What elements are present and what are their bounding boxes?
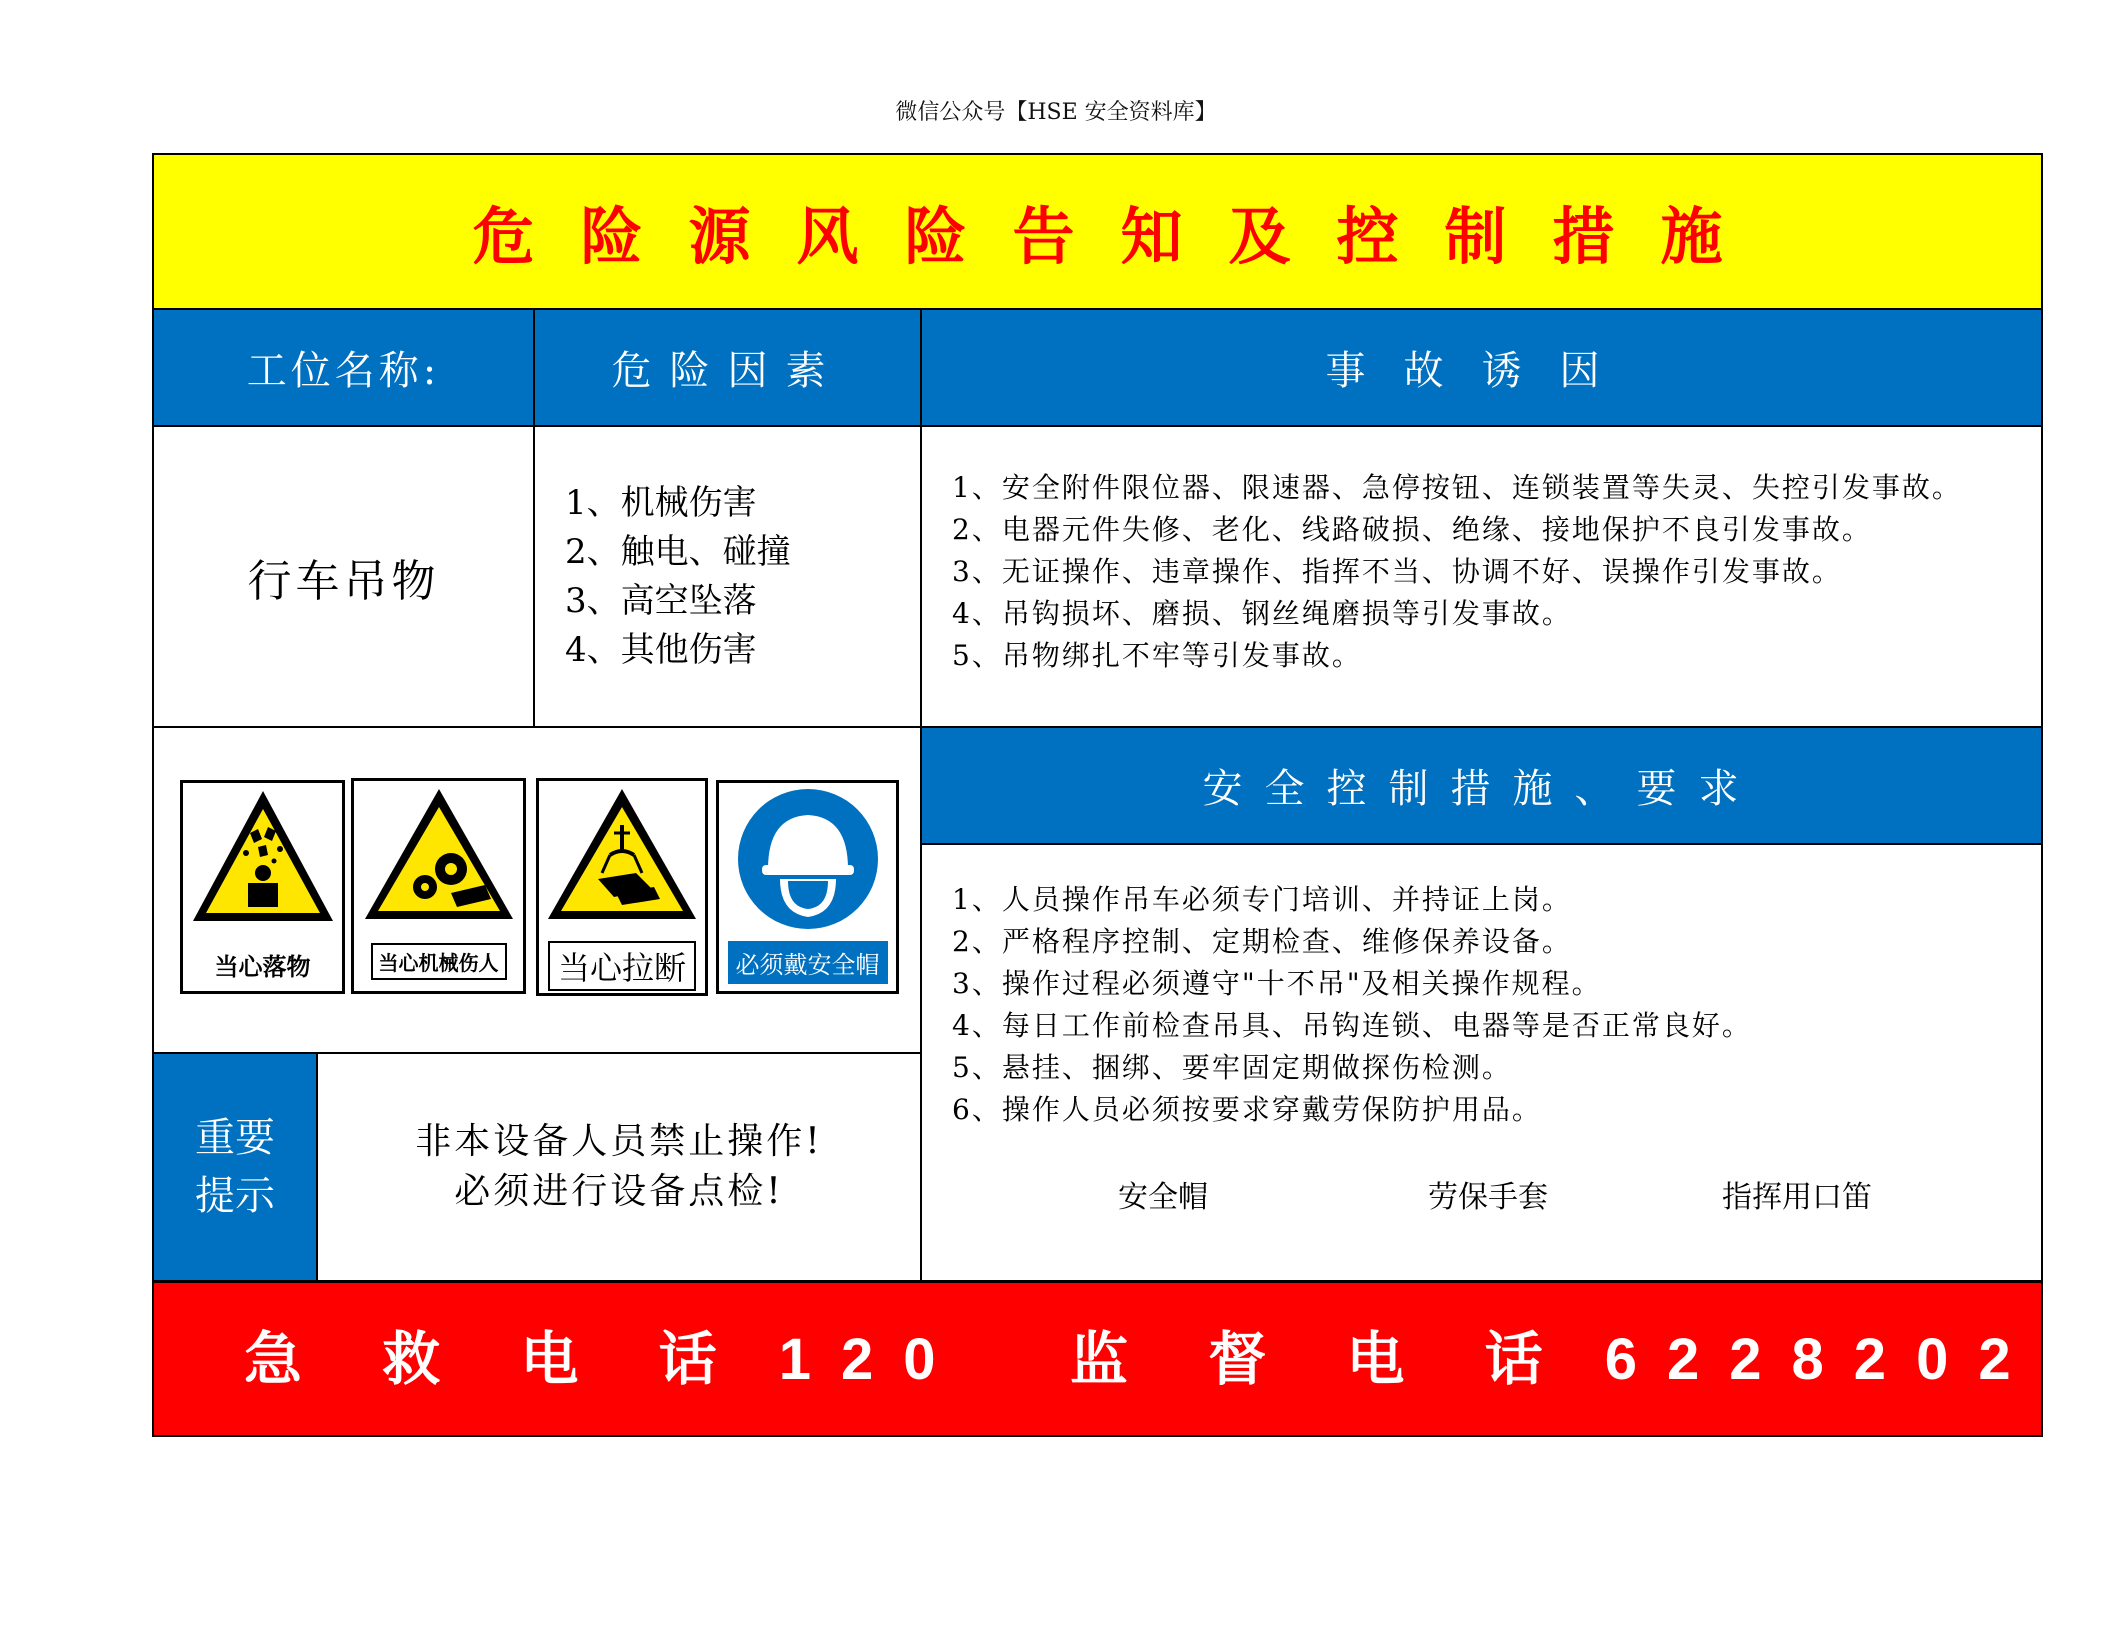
supervision-hotline [1070,1283,2041,1435]
supervision-label: 监 督 电 话 [1070,1325,1573,1393]
cause-item: 3、无证操作、违章操作、指挥不当、协调不好、误操作引发事故。 [952,555,1842,588]
important-label-line2: 提示 [195,1173,275,1219]
control-item: 6、操作人员必须按要求穿戴劳保防护用品。 [952,1093,1542,1126]
hard-hat-mandatory-icon [728,783,888,933]
station-header [152,308,535,427]
snap-break-warning-icon [542,781,702,931]
station-cell [152,425,535,728]
hazard-cell [533,425,922,728]
sign-label: 必须戴安全帽 [735,951,880,979]
hazard-header-label: 危险因素 [611,348,844,394]
controls-cell [920,843,2043,1282]
emergency-hotline [244,1283,966,1435]
hazard-item: 3、高空坠落 [565,581,757,621]
ppe-hard-hat: 安全帽 [1118,1180,1208,1215]
control-item: 4、每日工作前检查吊具、吊钩连锁、电器等是否正常良好。 [952,1009,1752,1042]
signs-cell [152,726,922,1054]
controls-header [920,726,2043,845]
supervision-number: 6228202 [1604,1327,2041,1392]
cause-cell [920,425,2043,728]
title-bar [152,153,2043,310]
control-item: 3、操作过程必须遵守"十不吊"及相关操作规程。 [952,967,1602,1000]
sign-label-box [728,941,888,984]
cause-item: 2、电器元件失修、老化、线路破损、绝缘、接地保护不良引发事故。 [952,513,1872,546]
sign-falling-object [180,780,345,994]
sign-label: 当心落物 [214,953,311,981]
emergency-number: 120 [778,1327,966,1392]
cause-item: 5、吊物绑扎不牢等引发事故。 [952,639,1362,672]
important-label-line1: 重要 [195,1115,275,1161]
sign-label: 当心机械伤人 [378,951,499,975]
hazard-header [533,308,922,427]
control-item: 5、悬挂、捆绑、要牢固定期做探伤检测。 [952,1051,1512,1084]
station-header-label: 工位名称: [246,348,441,394]
machinery-injury-warning-icon [359,781,519,931]
sign-label-box [371,943,507,980]
falling-object-warning-icon [188,783,338,933]
page-title: 危险源风险告知及控制措施 [472,200,1769,273]
important-label [152,1052,318,1282]
cause-item: 1、安全附件限位器、限速器、急停按钮、连锁装置等失灵、失控引发事故。 [952,471,1962,504]
hazard-item: 1、机械伤害 [565,483,757,523]
header-note: 微信公众号【HSE 安全资料库】 [895,100,1217,125]
sign-machinery-injury [351,778,526,994]
sign-label: 当心拉断 [557,949,686,987]
control-item: 2、严格程序控制、定期检查、维修保养设备。 [952,925,1572,958]
sign-snap-break [536,778,708,996]
controls-header-label: 安全控制措施、要求 [1202,766,1761,812]
station-name: 行车吊物 [247,555,440,607]
ppe-whistle: 指挥用口笛 [1722,1180,1872,1215]
hazard-item: 2、触电、碰撞 [565,532,791,572]
important-notice [316,1052,922,1282]
sign-label-box [548,941,696,991]
hazard-item: 4、其他伤害 [565,630,757,670]
cause-header [920,308,2043,427]
control-item: 1、人员操作吊车必须专门培训、并持证上岗。 [952,883,1572,916]
footer-hotlines [152,1281,2043,1437]
ppe-gloves: 劳保手套 [1428,1180,1548,1215]
important-line2: 必须进行设备点检! [454,1171,784,1212]
emergency-label: 急 救 电 话 [244,1325,747,1393]
cause-header-label: 事故诱因 [1325,348,1638,394]
sign-hard-hat [716,780,899,994]
important-line1: 非本设备人员禁止操作! [415,1121,823,1162]
cause-item: 4、吊钩损坏、磨损、钢丝绳磨损等引发事故。 [952,597,1572,630]
